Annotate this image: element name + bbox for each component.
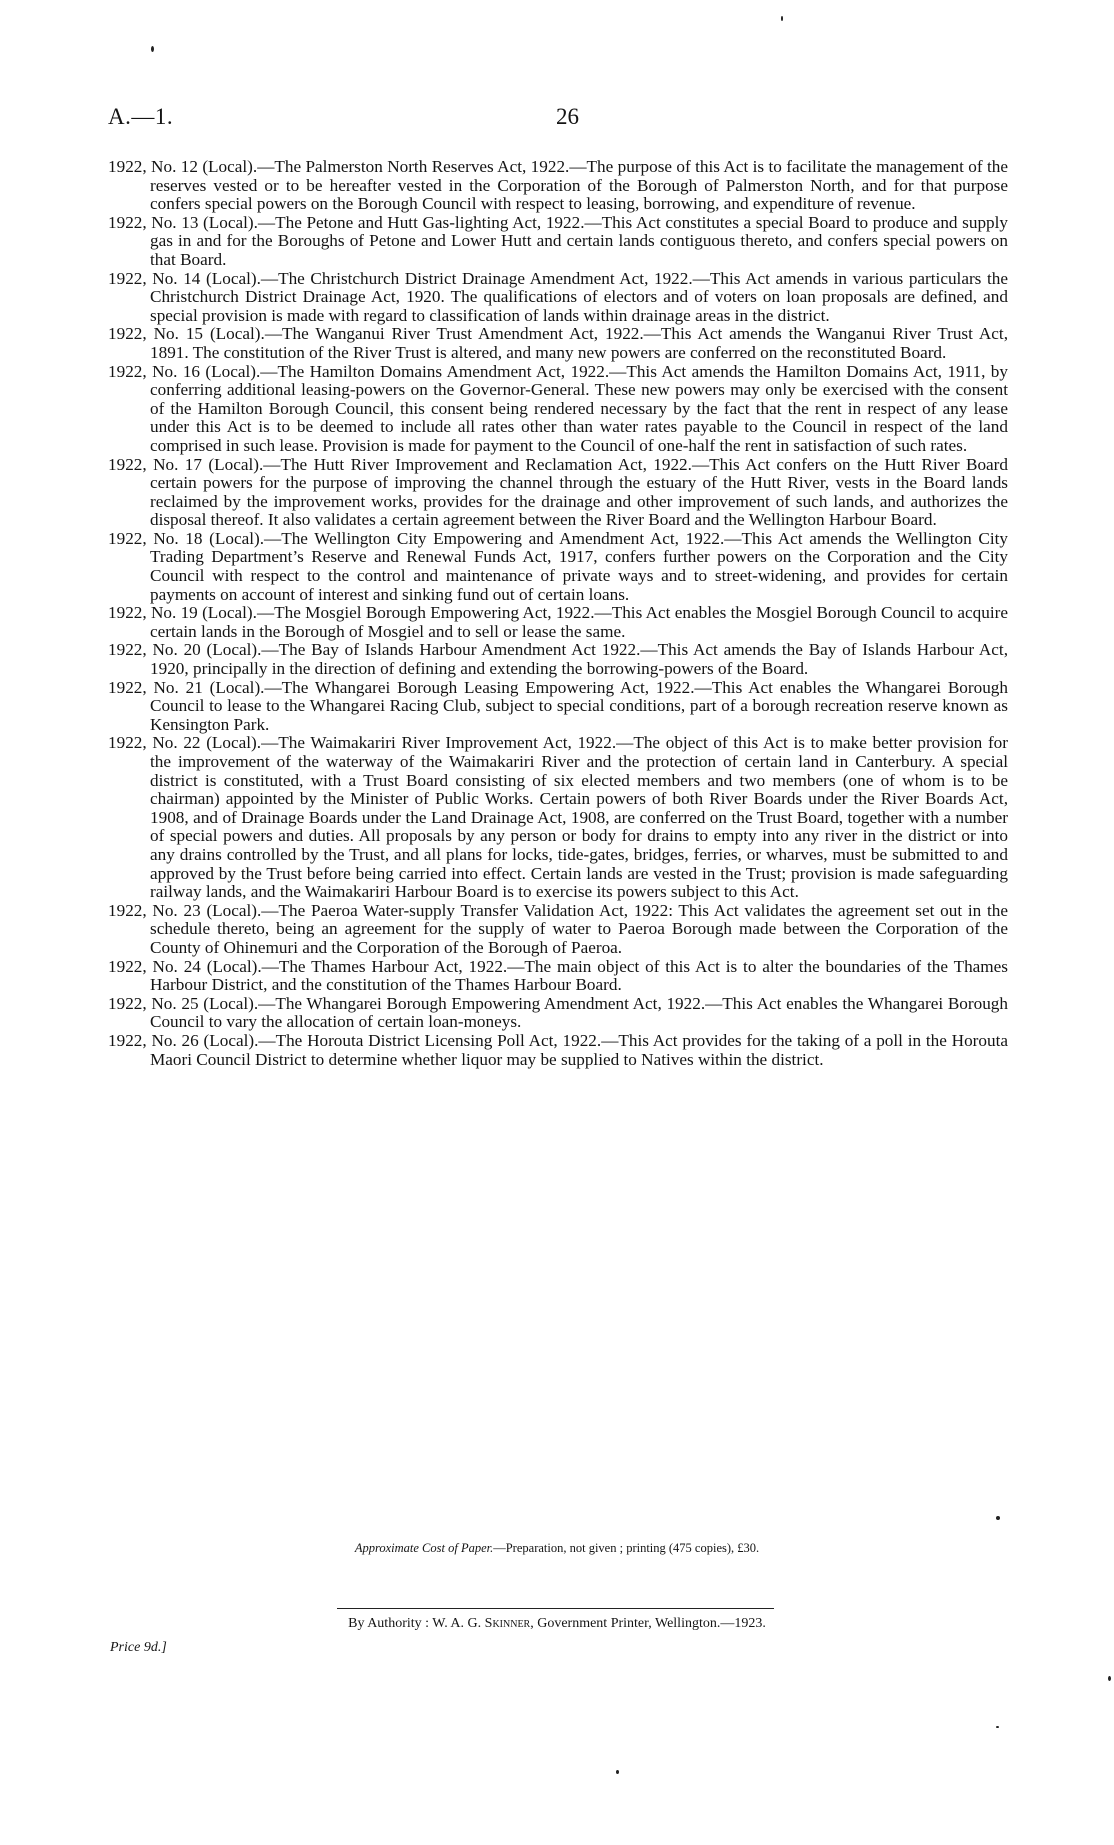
entry: 1922, No. 21 (Local).—The Whangarei Borough Leasing Empowering Act, 1922.—This Act enables the Whangarei Borough Council to lease to the Whangarei Racing Club, subject to special conditions, part of a borough recreation reserve known as Kensington Park.: [108, 677, 1008, 734]
imprint-suffix: , Government Printer, Wellington.—1923.: [530, 1616, 766, 1631]
entry: 1922, No. 12 (Local).—The Palmerston North Reserves Act, 1922.—The purpose of this Act is to facilitate the management of the reserves vested or to be hereafter vested in the Corporation of the Borough of Palmerston North, and for that purpose confers special powers on the Borough Council with respect to leasing, borrowing, and expenditure of revenue.: [108, 157, 1008, 214]
scan-speck: [996, 1516, 1000, 1520]
entry: 1922, No. 20 (Local).—The Bay of Islands Harbour Amendment Act 1922.—This Act amends the Bay of Islands Harbour Act, 1920, principally in the direction of defining and extending the borrowing-powers of the Board.: [108, 640, 1008, 679]
scan-speck: [616, 1770, 619, 1774]
imprint-prefix: By Authority : W. A. G.: [348, 1616, 485, 1631]
page-number: 26: [556, 104, 579, 129]
footer-rule: [337, 1608, 774, 1609]
entry: 1922, No. 24 (Local).—The Thames Harbour Act, 1922.—The main object of this Act is to alter the boundaries of the Thames Harbour District, and the constitution of the Thames Harbour Board.: [108, 956, 1008, 995]
body-text: [108, 158, 1008, 1069]
document-ref: A.—1.: [108, 104, 174, 129]
entry: 1922, No. 22 (Local).—The Waimakariri River Improvement Act, 1922.—The object of this Act is to make better provision for the improvement of the waterway of the Waimakariri River and the protection of certain land in Canterbury. A special district is constituted, with a Trust Board consisting of six elected members and two members (one of whom is to be chairman) appointed by the Minister of Public Works. Certain powers of both River Boards under the River Boards Act, 1908, and of Drainage Boards under the Land Drainage Act, 1908, are conferred on the Trust Board, together with a number of special powers and duties. All proposals by any person or body for drains to empty into any river in the district or into any drains controlled by the Trust, and all plans for locks, tide-gates, bridges, ferries, or wharves, must be submitted to and approved by the Trust before being carried into effect. Certain lands are vested in the Trust; provision is made safeguarding railway lands, and the Waimakariri Harbour Board is to exercise its powers subject to this Act.: [108, 733, 1008, 902]
scan-speck: [781, 16, 783, 21]
entry: 1922, No. 13 (Local).—The Petone and Hutt Gas-lighting Act, 1922.—This Act constitutes a special Board to produce and supply gas in and for the Boroughs of Petone and Lower Hutt and certain lands contiguous thereto, and confers special powers on that Board.: [108, 212, 1008, 269]
entry: 1922, No. 25 (Local).—The Whangarei Borough Empowering Amendment Act, 1922.—This Act enables the Whangarei Borough Council to vary the allocation of certain loan-moneys.: [108, 993, 1008, 1032]
scan-speck: [996, 1726, 999, 1728]
cost-label: Approximate Cost of Paper.: [354, 1541, 494, 1555]
entry: 1922, No. 16 (Local).—The Hamilton Domains Amendment Act, 1922.—This Act amends the Hamilton Domains Act, 1911, by conferring additional leasing-powers on the Governor-General. These new powers may only be exercised with the consent of the Hamilton Borough Council, this consent being rendered necessary by the fact that the rent in respect of any lease under this Act is to be deemed to include all rates other than water rates payable to the Council in respect of the land comprised in such lease. Provision is made for payment to the Council of one-half the rent in satisfaction of such rates.: [108, 361, 1008, 455]
entry: 1922, No. 26 (Local).—The Horouta District Licensing Poll Act, 1922.—This Act provides for the taking of a poll in the Horouta Maori Council District to determine whether liquor may be supplied to Natives within the district.: [108, 1030, 1008, 1069]
cost-note: [0, 1541, 1114, 1556]
entry: 1922, No. 17 (Local).—The Hutt River Improvement and Reclamation Act, 1922.—This Act confers on the Hutt River Board certain powers for the purpose of improving the channel through the estuary of the Hutt River, vests in the Board lands reclaimed by the improvement works, provides for the drainage and other improvement of such lands, and authorizes the disposal thereof. It also validates a certain agreement between the River Board and the Wellington Harbour Board.: [108, 454, 1008, 530]
entry: 1922, No. 19 (Local).—The Mosgiel Borough Empowering Act, 1922.—This Act enables the Mosgiel Borough Council to acquire certain lands in the Borough of Mosgiel and to sell or lease the same.: [108, 603, 1008, 641]
entry: 1922, No. 23 (Local).—The Paeroa Water-supply Transfer Validation Act, 1922: This Act validates the agreement set out in the schedule thereto, being an agreement for the supply of water to Paeroa Borough made between the Corporation of the County of Ohinemuri and the Corporation of the Borough of Paeroa.: [108, 900, 1008, 957]
cost-text: —Preparation, not given ; printing (475 copies), £30.: [493, 1541, 760, 1555]
price-note: Price 9d.]: [110, 1640, 167, 1655]
entry: 1922, No. 14 (Local).—The Christchurch District Drainage Amendment Act, 1922.—This Act amends in various particulars the Christchurch District Drainage Act, 1920. The qualifications of electors and of voters on loan proposals are defined, and special provision is made with regard to classification of lands within drainage areas in the district.: [108, 268, 1008, 325]
scan-speck: [151, 46, 154, 52]
entry: 1922, No. 18 (Local).—The Wellington City Empowering and Amendment Act, 1922.—This Act amends the Wellington City Trading Department’s Reserve and Renewal Funds Act, 1917, confers further powers on the Corporation and the City Council with respect to the control and maintenance of private ways and to street-widening, and provides for certain payments on account of interest and sinking fund out of certain loans.: [108, 528, 1008, 604]
entry: 1922, No. 15 (Local).—The Wanganui River Trust Amendment Act, 1922.—This Act amends the Wanganui River Trust Act, 1891. The constitution of the River Trust is altered, and many new powers are conferred on the reconstituted Board.: [108, 324, 1008, 362]
scan-speck: [1108, 1676, 1111, 1681]
imprint-name: Skinner: [484, 1616, 531, 1631]
printer-imprint: [0, 1616, 1114, 1632]
